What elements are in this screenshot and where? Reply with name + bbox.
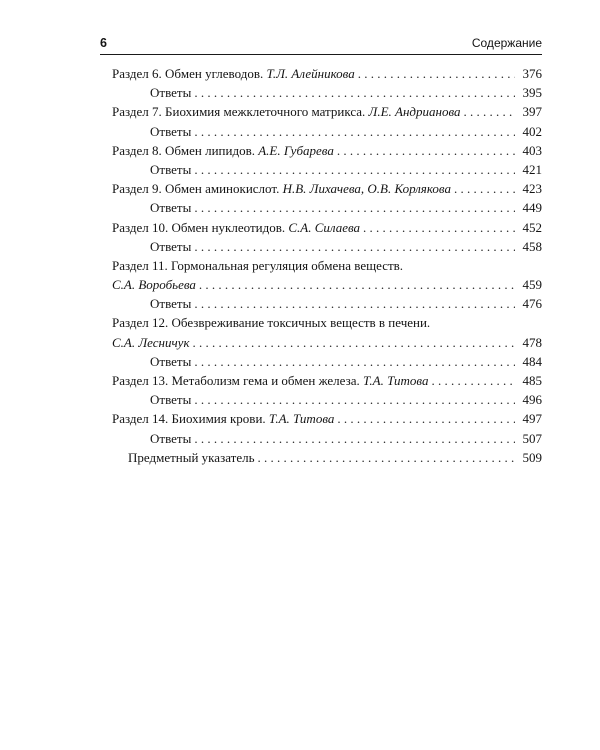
dot-leader — [363, 218, 515, 237]
dot-leader — [431, 371, 515, 390]
toc-title: Раздел 14. Биохимия крови. Т.А. Титова — [112, 411, 335, 427]
toc-answers-entry[interactable] — [112, 294, 542, 313]
toc-section-title: Раздел 11. Гормональная регуляция обмена веществ. — [112, 257, 404, 273]
dot-leader — [454, 179, 515, 198]
dot-leader — [194, 122, 515, 141]
toc-title: Ответы — [150, 85, 192, 101]
toc-page-number: 397 — [522, 104, 542, 120]
dot-leader — [194, 198, 515, 217]
toc-page-number: 496 — [522, 392, 542, 408]
page-header — [100, 36, 542, 55]
running-title: Содержание — [471, 36, 542, 50]
dot-leader — [193, 333, 515, 352]
toc-title: Ответы — [150, 353, 192, 369]
toc-page-number: 478 — [522, 334, 542, 350]
table-of-contents — [112, 64, 542, 467]
page-number: 6 — [100, 36, 107, 50]
toc-page-number: 376 — [522, 66, 542, 81]
toc-title: Ответы — [150, 430, 192, 446]
toc-entry[interactable] — [112, 102, 542, 121]
toc-page-number: 497 — [522, 411, 542, 427]
dot-leader — [194, 237, 515, 256]
toc-entry[interactable] — [112, 409, 542, 428]
toc-answers-entry[interactable] — [112, 429, 542, 448]
toc-section-title: Раздел 12. Обезвреживание токсичных веществ в печени. — [112, 315, 431, 331]
toc-page-number: 459 — [522, 277, 542, 293]
dot-leader — [194, 160, 515, 179]
toc-answers-entry[interactable] — [112, 390, 542, 409]
toc-title: Раздел 6. Обмен углеводов. Т.Л. Алейникова — [112, 66, 355, 81]
toc-answers-entry[interactable] — [112, 352, 542, 371]
toc-entry[interactable] — [112, 275, 542, 294]
toc-answers-entry[interactable] — [112, 122, 542, 141]
dot-leader — [199, 275, 515, 294]
toc-page-number: 423 — [522, 181, 542, 197]
toc-page-number: 449 — [522, 200, 542, 216]
toc-entry[interactable] — [112, 218, 542, 237]
toc-page-number: 402 — [522, 123, 542, 139]
toc-page-number: 421 — [522, 161, 542, 177]
dot-leader — [464, 102, 516, 121]
toc-entry[interactable] — [112, 371, 542, 390]
toc-title: Ответы — [150, 200, 192, 216]
toc-title: Раздел 13. Метаболизм гема и обмен железа. Т.А. Титова — [112, 373, 429, 388]
toc-author: С.А. Силаева — [288, 219, 361, 235]
dot-leader — [194, 294, 515, 313]
toc-answers-entry[interactable] — [112, 237, 542, 256]
toc-entry[interactable] — [112, 64, 542, 83]
toc-title: Раздел 9. Обмен аминокислот. Н.В. Лихачева, О.В. Корлякова — [112, 181, 451, 197]
toc-author: А.Е. Губарева — [258, 142, 334, 158]
toc-page-number: 395 — [522, 85, 542, 101]
toc-page-number: 458 — [522, 238, 542, 254]
toc-page-number: 509 — [522, 449, 542, 465]
toc-title: Раздел 8. Обмен липидов. А.Е. Губарева — [112, 142, 334, 158]
toc-answers-entry[interactable] — [112, 83, 542, 102]
toc-page-number: 485 — [522, 373, 542, 388]
toc-page-number: 403 — [522, 142, 542, 158]
toc-author: Т.Л. Алейникова — [266, 66, 355, 81]
dot-leader — [194, 429, 515, 448]
dot-leader — [258, 448, 515, 467]
toc-entry[interactable] — [112, 333, 542, 352]
toc-author: С.А. Лесничук — [112, 334, 190, 350]
toc-page-number: 507 — [522, 430, 542, 446]
toc-page-number: 484 — [522, 353, 542, 369]
toc-title: Ответы — [150, 161, 192, 177]
toc-title: Ответы — [150, 238, 192, 254]
toc-answers-entry[interactable] — [112, 198, 542, 217]
dot-leader — [337, 141, 515, 160]
dot-leader — [337, 409, 515, 428]
toc-author: Т.А. Титова — [268, 411, 335, 427]
dot-leader — [194, 83, 515, 102]
toc-title: Раздел 7. Биохимия межклеточного матрикса. Л.Е. Андрианова — [112, 104, 461, 120]
toc-page-number: 476 — [522, 296, 542, 312]
dot-leader — [194, 390, 515, 409]
toc-author: Н.В. Лихачева, О.В. Корлякова — [282, 181, 451, 197]
toc-index-entry[interactable] — [112, 448, 542, 467]
dot-leader — [358, 64, 515, 83]
toc-entry[interactable] — [112, 179, 542, 198]
toc-title: Ответы — [150, 296, 192, 312]
dot-leader — [194, 352, 515, 371]
toc-page-number: 452 — [522, 219, 542, 235]
toc-author: Л.Е. Андрианова — [368, 104, 461, 120]
toc-answers-entry[interactable] — [112, 160, 542, 179]
toc-title: Предметный указатель — [128, 449, 255, 465]
toc-title: Раздел 10. Обмен нуклеотидов. С.А. Силаева — [112, 219, 361, 235]
toc-entry[interactable] — [112, 141, 542, 160]
toc-author: Т.А. Титова — [363, 373, 429, 388]
toc-author: С.А. Воробьева — [112, 277, 196, 293]
toc-title: Ответы — [150, 123, 192, 139]
toc-title: Ответы — [150, 392, 192, 408]
